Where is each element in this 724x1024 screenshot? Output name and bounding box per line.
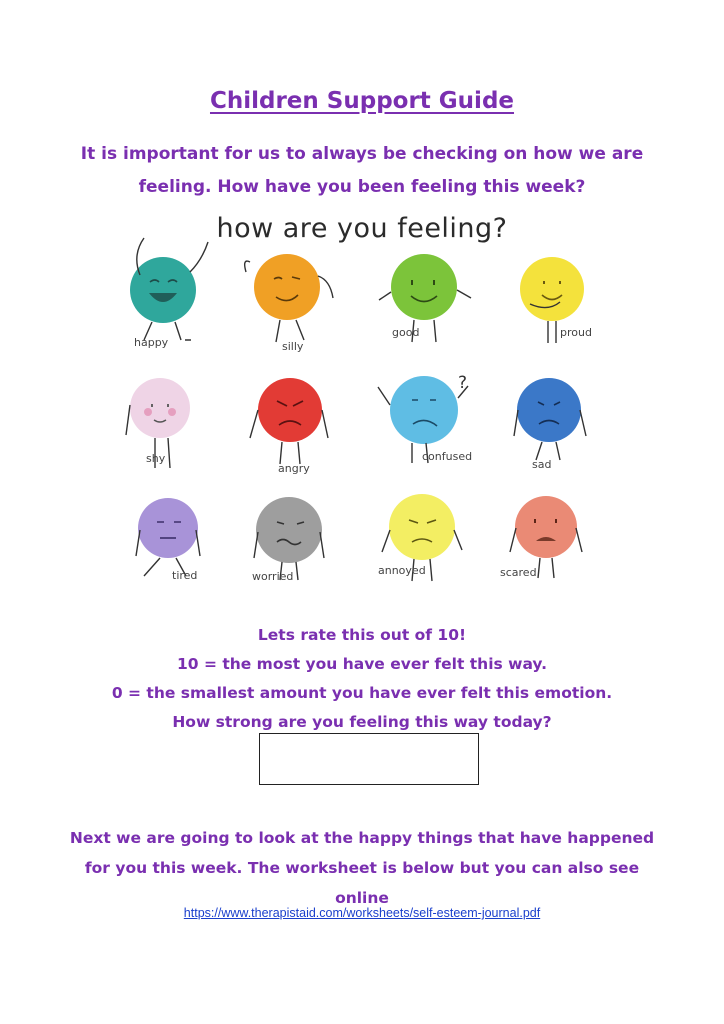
face-angry (250, 378, 328, 464)
rating-line-2: 10 = the most you have ever felt this way. (176, 655, 548, 673)
face-sad-blob (517, 378, 581, 442)
next-steps-text: Next we are going to look at the happy things that have happened for you this week. The worksheet is below but you can also see online (69, 829, 655, 907)
label-confused: confused (422, 450, 473, 463)
face-happy-blob (130, 257, 196, 323)
svg-text:?: ? (458, 373, 468, 393)
label-angry: angry (278, 462, 310, 475)
face-tired-blob (138, 498, 198, 558)
face-annoyed-blob (389, 494, 455, 560)
label-good: good (392, 326, 420, 339)
intro-text: It is important for us to always be checking on how we are feeling. How have you been feeling this week? (80, 144, 644, 197)
rating-line-3: 0 = the smallest amount you have ever felt this emotion. (111, 684, 613, 702)
feelings-heading: how are you feeling? (216, 213, 508, 244)
face-happy (130, 238, 208, 340)
rating-instructions (0, 621, 724, 737)
face-silly (245, 254, 333, 342)
label-shy: shy (146, 452, 166, 465)
label-sad: sad (532, 458, 552, 471)
label-worried: worried (252, 570, 294, 583)
label-annoyed: annoyed (378, 564, 426, 577)
page-title: Children Support Guide (209, 88, 515, 114)
label-silly: silly (282, 340, 304, 353)
face-shy-blob (130, 378, 190, 438)
rating-line-4: How strong are you feeling this way today? (172, 713, 552, 731)
face-tired (136, 498, 200, 576)
face-proud-blob (520, 257, 584, 321)
face-scared-blob (515, 496, 577, 558)
label-happy: happy (134, 336, 169, 349)
face-silly-blob (254, 254, 320, 320)
face-good-blob (391, 254, 457, 320)
label-proud: proud (560, 326, 592, 339)
face-confused-blob (390, 376, 458, 444)
face-worried-blob (256, 497, 322, 563)
face-sad (514, 378, 586, 460)
face-angry-blob (258, 378, 322, 442)
rating-answer-box[interactable] (259, 733, 479, 785)
rating-line-1: Lets rate this out of 10! (257, 626, 467, 644)
label-scared: scared (500, 566, 537, 579)
face-worried (254, 497, 324, 580)
label-tired: tired (172, 569, 198, 582)
worksheet-link[interactable]: https://www.therapistaid.com/worksheets/self-esteem-journal.pdf (183, 906, 541, 920)
